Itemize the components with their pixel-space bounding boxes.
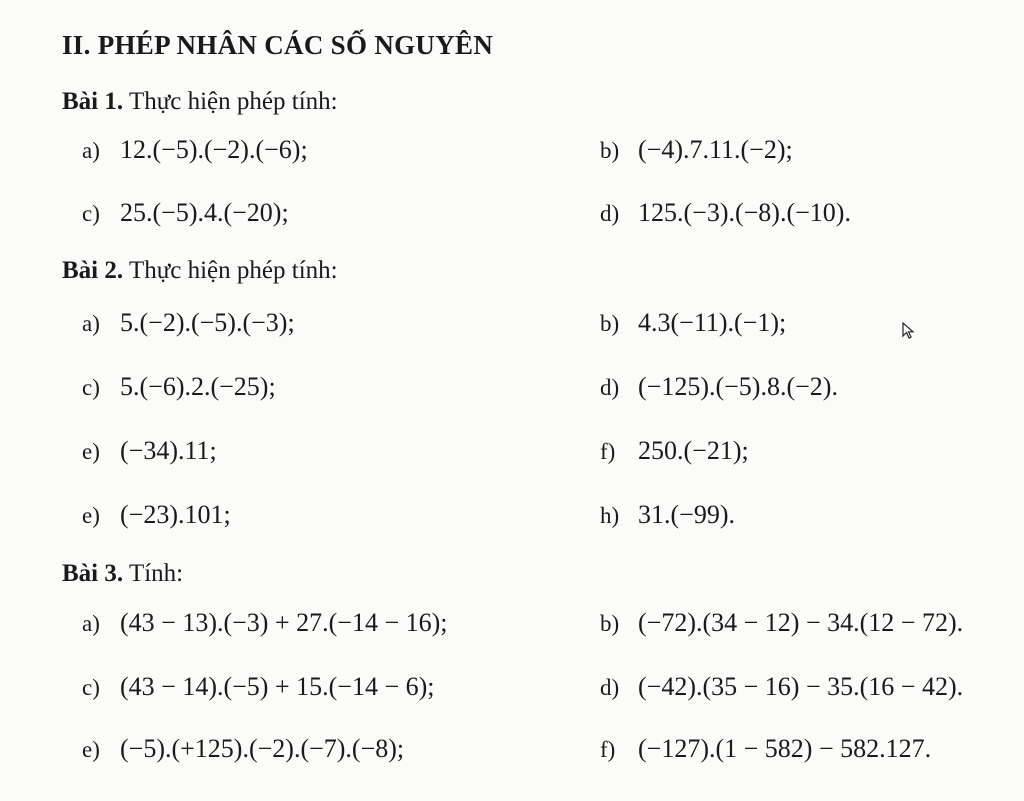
exercise-2-instruction: Thực hiện phép tính: [128, 257, 338, 284]
exercise-2-item-c: c) 5.(−6).2.(−25); [82, 372, 276, 401]
mouse-pointer-icon [902, 322, 916, 340]
exercise-3-item-d: d) (−42).(35 − 16) − 35.(16 − 42). [600, 672, 964, 701]
exercise-2-item-a: a) 5.(−2).(−5).(−3); [82, 308, 295, 337]
exercise-1-item-b: b) (−4).7.11.(−2); [600, 135, 793, 164]
exercise-3-heading [62, 560, 183, 588]
exercise-1-item-d: d) 125.(−3).(−8).(−10). [600, 198, 851, 227]
exercise-2-number: Bài 2. [62, 257, 124, 284]
exercise-2-heading [62, 257, 338, 285]
exercise-1-item-a: a) 12.(−5).(−2).(−6); [82, 135, 308, 164]
exercise-2-item-d: d) (−125).(−5).8.(−2). [600, 372, 838, 401]
section-title: II. PHÉP NHÂN CÁC SỐ NGUYÊN [62, 30, 494, 60]
exercise-2-item-g: e) (−23).101; [82, 500, 231, 529]
exercise-3-instruction: Tính: [128, 560, 184, 587]
exercise-3-item-c: c) (43 − 14).(−5) + 15.(−14 − 6); [82, 672, 435, 701]
exercise-2-item-f: f) 250.(−21); [600, 436, 749, 465]
exercise-1-heading [62, 88, 338, 116]
exercise-3-item-a: a) (43 − 13).(−3) + 27.(−14 − 16); [82, 608, 448, 637]
exercise-1-item-c: c) 25.(−5).4.(−20); [82, 198, 289, 227]
exercise-2-item-b: b) 4.3(−11).(−1); [600, 308, 787, 337]
exercise-1-number: Bài 1. [62, 88, 124, 115]
exercise-3-item-e: e) (−5).(+125).(−2).(−7).(−8); [82, 734, 405, 763]
exercise-3-number: Bài 3. [62, 560, 124, 587]
exercise-1-instruction: Thực hiện phép tính: [128, 88, 338, 115]
exercise-2-item-e: e) (−34).11; [82, 436, 217, 465]
exercise-2-item-h: h) 31.(−99). [600, 500, 735, 529]
exercise-3-item-b: b) (−72).(34 − 12) − 34.(12 − 72). [600, 608, 964, 637]
exercise-3-item-f: f) (−127).(1 − 582) − 582.127. [600, 734, 932, 763]
